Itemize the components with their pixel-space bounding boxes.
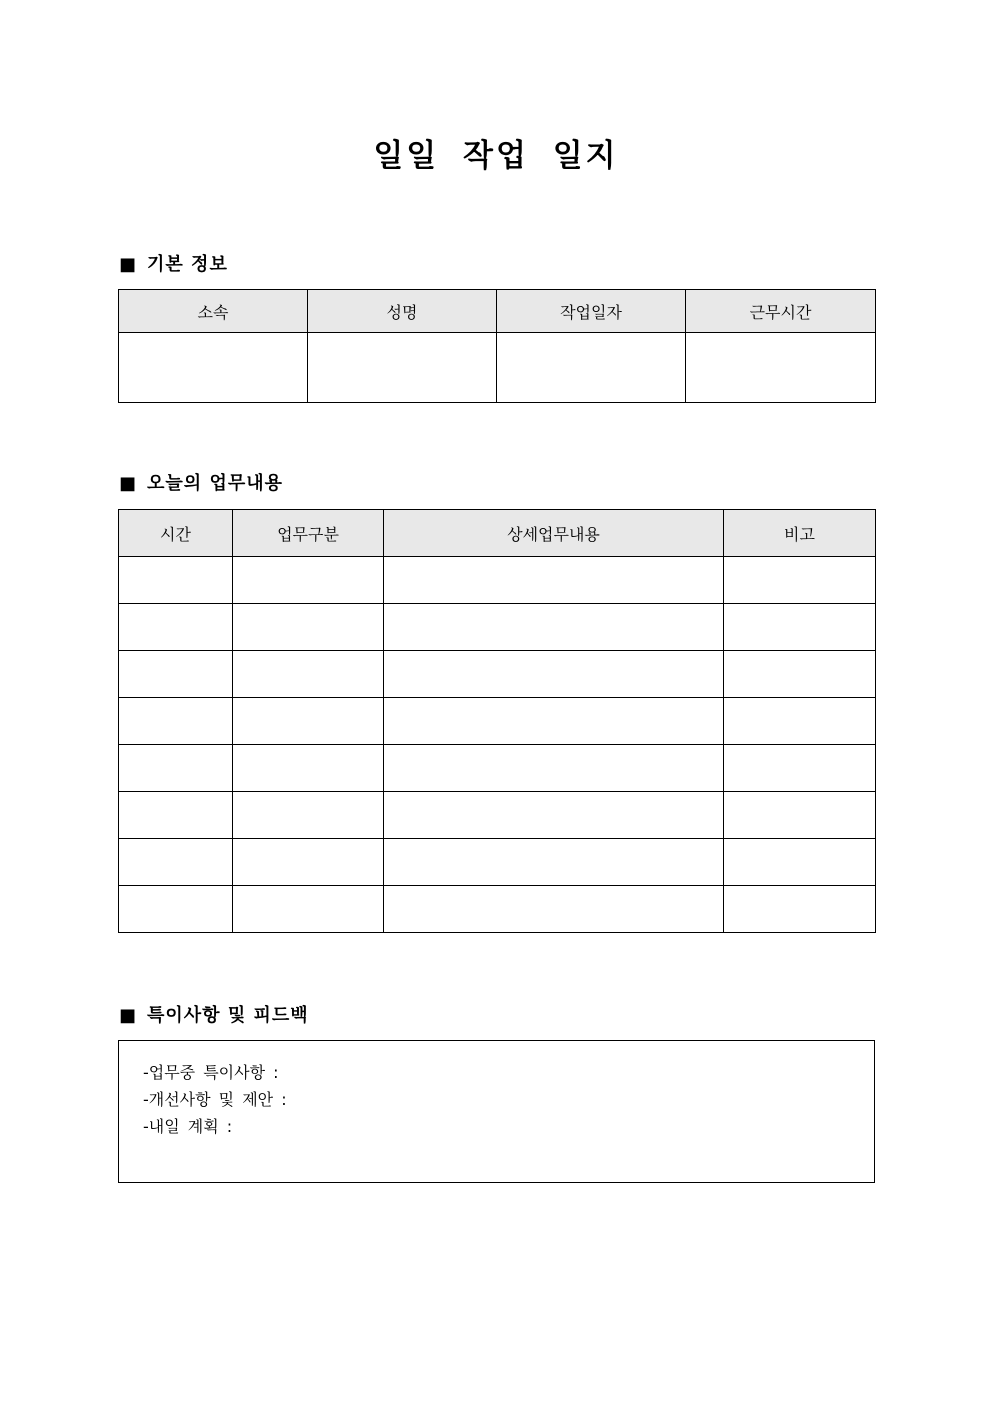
category-cell[interactable] [233, 651, 384, 698]
basic-info-heading [119, 253, 228, 277]
category-cell[interactable] [233, 698, 384, 745]
notes-box[interactable] [118, 1040, 875, 1183]
table-row [119, 745, 876, 792]
column-header-name: 성명 [308, 290, 497, 333]
table-row [119, 886, 876, 933]
details-cell[interactable] [384, 745, 724, 792]
category-cell[interactable] [233, 557, 384, 604]
notes-heading-label: 특이사항 및 피드백 [147, 1005, 309, 1026]
note-issues-line: -업무중 특이사항 : [143, 1063, 279, 1082]
square-bullet-icon: ■ [119, 254, 138, 275]
time-cell[interactable] [119, 604, 233, 651]
table-row [119, 651, 876, 698]
notes-list [119, 1041, 874, 1140]
remarks-cell[interactable] [724, 698, 876, 745]
time-cell[interactable] [119, 839, 233, 886]
column-header-details: 상세업무내용 [384, 510, 724, 557]
details-cell[interactable] [384, 557, 724, 604]
column-header-remarks: 비고 [724, 510, 876, 557]
work-today-heading [119, 472, 283, 496]
note-tomorrow-plan-line: -내일 계획 : [143, 1117, 233, 1136]
affiliation-cell[interactable] [119, 333, 308, 403]
column-header-work-hours: 근무시간 [686, 290, 876, 333]
category-cell[interactable] [233, 745, 384, 792]
category-cell[interactable] [233, 792, 384, 839]
note-improvements-line: -개선사항 및 제안 : [143, 1090, 287, 1109]
category-cell[interactable] [233, 886, 384, 933]
category-cell[interactable] [233, 604, 384, 651]
column-header-category: 업무구분 [233, 510, 384, 557]
work-today-table [118, 509, 876, 933]
work-today-heading-label: 오늘의 업무내용 [147, 473, 283, 494]
time-cell[interactable] [119, 557, 233, 604]
square-bullet-icon: ■ [119, 473, 138, 494]
table-row [119, 333, 876, 403]
column-header-work-date: 작업일자 [497, 290, 686, 333]
category-cell[interactable] [233, 839, 384, 886]
work-date-cell[interactable] [497, 333, 686, 403]
basic-info-heading-label: 기본 정보 [147, 254, 228, 275]
remarks-cell[interactable] [724, 792, 876, 839]
remarks-cell[interactable] [724, 745, 876, 792]
document-title: 일일 작업 일지 [373, 138, 619, 174]
table-row [119, 604, 876, 651]
time-cell[interactable] [119, 651, 233, 698]
remarks-cell[interactable] [724, 886, 876, 933]
table-header-row [119, 290, 876, 333]
details-cell[interactable] [384, 698, 724, 745]
remarks-cell[interactable] [724, 651, 876, 698]
table-row [119, 792, 876, 839]
details-cell[interactable] [384, 651, 724, 698]
column-header-affiliation: 소속 [119, 290, 308, 333]
time-cell[interactable] [119, 886, 233, 933]
table-header-row [119, 510, 876, 557]
table-row [119, 557, 876, 604]
remarks-cell[interactable] [724, 604, 876, 651]
table-row [119, 839, 876, 886]
details-cell[interactable] [384, 792, 724, 839]
remarks-cell[interactable] [724, 557, 876, 604]
work-hours-cell[interactable] [686, 333, 876, 403]
notes-heading [119, 1004, 309, 1028]
basic-info-table [118, 289, 876, 403]
time-cell[interactable] [119, 792, 233, 839]
details-cell[interactable] [384, 886, 724, 933]
time-cell[interactable] [119, 698, 233, 745]
square-bullet-icon: ■ [119, 1005, 138, 1026]
remarks-cell[interactable] [724, 839, 876, 886]
time-cell[interactable] [119, 745, 233, 792]
details-cell[interactable] [384, 604, 724, 651]
details-cell[interactable] [384, 839, 724, 886]
column-header-time: 시간 [119, 510, 233, 557]
name-cell[interactable] [308, 333, 497, 403]
table-row [119, 698, 876, 745]
